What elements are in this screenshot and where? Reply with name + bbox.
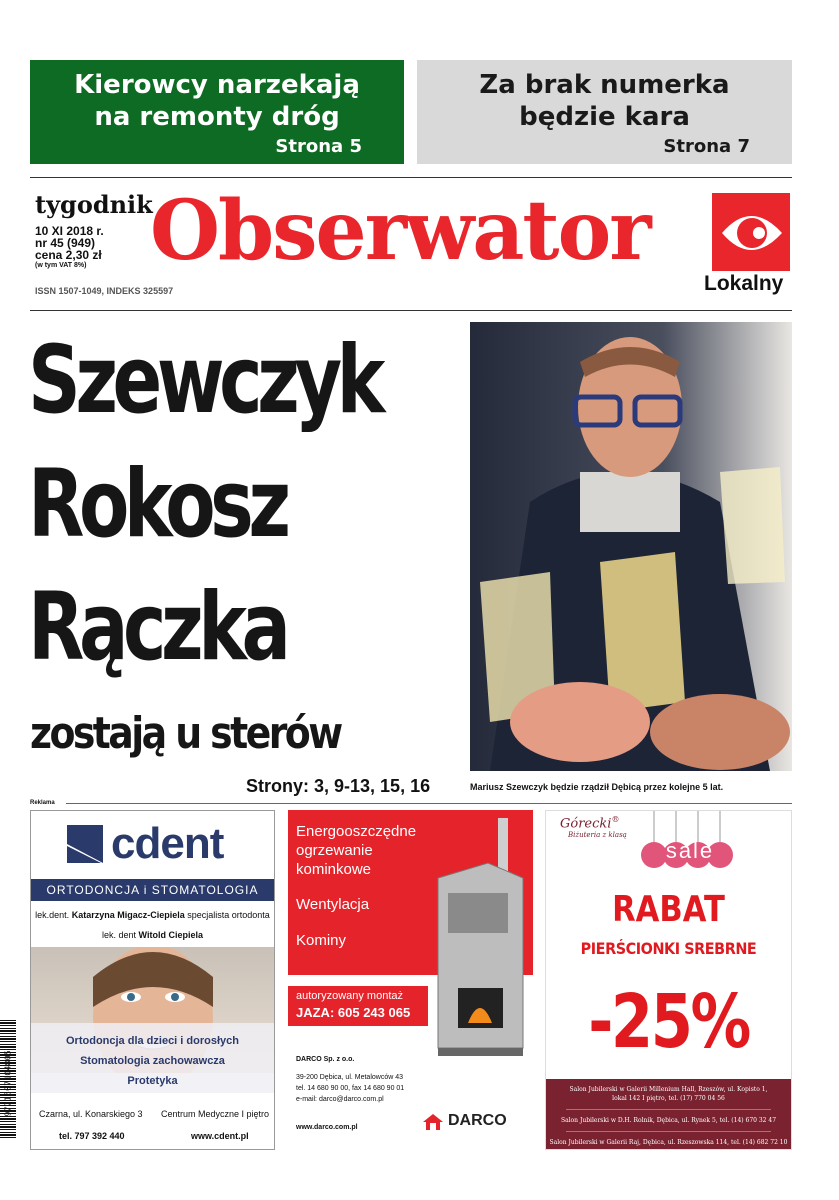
doctor2-name: Witold Ciepiela (138, 930, 203, 940)
doctor1-role: specjalista ortodonta (187, 910, 270, 920)
darco-item-1-line-1: Energooszczędne (296, 823, 417, 840)
teaser-number-line2: będzie kara (519, 102, 690, 132)
issue-vat: (w tym VAT 8%) (35, 262, 87, 269)
headline-pages: Strony: 3, 9-13, 15, 16 (246, 776, 431, 796)
newspaper-title: Obserwator (150, 183, 650, 279)
salon-2: Salon Jubilerski w D.H. Rolnik, Dębica, ul. Rynek 5, tel. (14) 670 32 47 (560, 1117, 777, 1124)
house-logo-icon (422, 1113, 444, 1131)
doctor2-prefix: lek. dent (102, 930, 137, 940)
cdent-service-2: Stomatologia zachowawcza (80, 1055, 225, 1067)
ad-gorecki[interactable] (545, 810, 792, 1150)
rabat-product: PIERŚCIONKI SREBRNE (580, 939, 757, 958)
salon-1-line-1: Salon Jubilerski w Galerii Millenium Hall, Rzeszów, ul. Kopisto 1, (569, 1086, 768, 1093)
teaser-roads-line1: Kierowcy narzekają (74, 70, 360, 100)
darco-phone: tel. 14 680 90 00, fax 14 680 90 01 (296, 1085, 405, 1092)
teaser-number-page: Strona 7 (663, 136, 750, 157)
darco-email[interactable]: e-mail: darco@darco.com.pl (296, 1096, 384, 1103)
ad-cdent[interactable] (30, 810, 275, 1150)
publication-kind: tygodnik (35, 190, 153, 219)
gorecki-salons (546, 1085, 791, 1147)
divider (66, 803, 792, 804)
divider (30, 177, 792, 178)
darco-item-1-line-2: ogrzewanie (296, 842, 373, 859)
headline-subline[interactable]: zostają u sterów (30, 708, 341, 759)
cdent-service-1: Ortodoncja dla dzieci i dorosłych (66, 1035, 239, 1047)
fireplace-illustration (428, 818, 528, 1058)
darco-company: DARCO Sp. z o.o. (296, 1056, 355, 1063)
darco-logo-text: DARCO (448, 1112, 507, 1129)
headline-line-1[interactable]: Szewczyk (28, 326, 380, 435)
photo-caption: Mariusz Szewczyk będzie rządził Dębicą przez kolejne 5 lat. (470, 782, 724, 792)
darco-address: 39-200 Dębica, ul. Metalowców 43 (296, 1074, 404, 1081)
darco-item-1 (296, 822, 416, 879)
doctor1-name: Katarzyna Migacz-Ciepiela (71, 910, 185, 920)
issue-date: 10 XI 2018 r. (35, 224, 104, 238)
teaser-number-line1: Za brak numerka (479, 70, 730, 100)
cdent-address-2: Centrum Medyczne I piętro (161, 1109, 270, 1119)
issue-meta (35, 225, 104, 270)
cdent-tagline: ORTODONCJA i STOMATOLOGIA (31, 879, 274, 901)
cdent-services (31, 1031, 274, 1091)
teaser-roads-page: Strona 5 (275, 136, 362, 157)
discount-value: -25% (588, 979, 749, 1065)
darco-website[interactable]: www.darco.com.pl (296, 1124, 358, 1131)
lead-photo[interactable] (470, 322, 792, 771)
gorecki-brand-name: Górecki (560, 816, 612, 832)
issue-number: nr 45 (949) (35, 236, 96, 250)
darco-item-2: Wentylacja (296, 896, 370, 913)
salon-1-line-2: lokal 142 I piętro, tel. (17) 770 04 56 (612, 1095, 725, 1102)
edition-name: Lokalny (704, 272, 784, 295)
headline-line-3[interactable]: Rączka (28, 573, 286, 682)
gorecki-brand-reg: ® (611, 815, 620, 824)
gorecki-brand-sub: Biżuteria z klasą (568, 831, 627, 839)
teaser-roads[interactable] (30, 60, 404, 164)
teaser-roads-line2: na remonty dróg (94, 102, 340, 132)
darco-contact (296, 1072, 404, 1105)
cdent-doctor-1 (31, 910, 274, 920)
darco-item-1-line-3: kominkowe (296, 861, 372, 878)
darco-installer-line-2[interactable]: JAZA: 605 243 065 (296, 1005, 411, 1020)
darco-item-3: Kominy (296, 932, 347, 949)
eye-logo-icon (712, 193, 790, 271)
ad-darco[interactable] (288, 810, 533, 1150)
teaser-number[interactable] (417, 60, 792, 164)
cdent-service-3: Protetyka (127, 1075, 178, 1087)
salon-3: Salon Jubilerski w Galerii Raj, Dębica, ul. Rzeszowska 114, tel. (14) 682 72 10 (549, 1139, 788, 1146)
rabat-text: RABAT (612, 889, 725, 930)
cdent-address-1: Czarna, ul. Konarskiego 3 (39, 1109, 143, 1119)
sale-text: sale (665, 838, 715, 863)
cdent-doctor-2 (31, 930, 274, 940)
issn: ISSN 1507-1049, INDEKS 325597 (35, 286, 174, 296)
divider (30, 310, 792, 311)
darco-installer-line-1: autoryzowany montaż (296, 990, 403, 1002)
cdent-phone[interactable]: tel. 797 392 440 (59, 1131, 125, 1141)
headline-line-2[interactable]: Rokosz (28, 450, 286, 559)
barcode-number: 9771507104805 (3, 1049, 13, 1117)
cdent-website[interactable]: www.cdent.pl (191, 1131, 249, 1141)
doctor1-prefix: lek.dent. (35, 910, 70, 920)
ad-label: Reklama (30, 800, 55, 806)
gorecki-brand (560, 815, 619, 831)
cdent-logo-icon (67, 825, 103, 863)
issue-price: cena 2,30 zł (35, 248, 102, 262)
cdent-brand: cdent (111, 819, 224, 868)
